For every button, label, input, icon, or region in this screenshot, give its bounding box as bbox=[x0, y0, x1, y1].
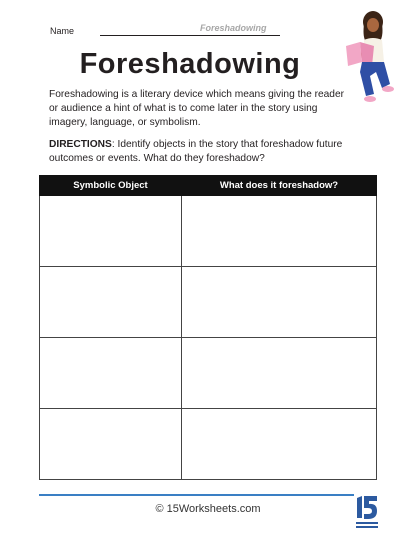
table-row bbox=[40, 196, 377, 267]
column-header-foreshadow: What does it foreshadow? bbox=[182, 176, 377, 196]
answer-cell-object[interactable] bbox=[40, 409, 182, 480]
directions-text: : Identify objects in the story that foreshadow future outcomes or events. What do they foreshadow? bbox=[49, 139, 343, 164]
worksheet-table bbox=[39, 175, 377, 480]
table-row bbox=[40, 267, 377, 338]
table-header-row bbox=[40, 176, 377, 196]
table-row bbox=[40, 409, 377, 480]
topic-label: Foreshadowing bbox=[200, 23, 267, 33]
name-label: Name bbox=[50, 26, 75, 36]
name-row bbox=[50, 23, 280, 36]
answer-cell-foreshadow[interactable] bbox=[182, 267, 377, 338]
table-row bbox=[40, 338, 377, 409]
name-field[interactable] bbox=[100, 23, 280, 36]
intro-paragraph: Foreshadowing is a literary device which means giving the reader or audience a hint of what is to come later in the story using imagery, language, or symbolism. bbox=[49, 89, 345, 128]
column-header-symbolic-object: Symbolic Object bbox=[40, 176, 182, 196]
answer-cell-object[interactable] bbox=[40, 338, 182, 409]
answer-cell-foreshadow[interactable] bbox=[182, 409, 377, 480]
directions-label: DIRECTIONS bbox=[49, 139, 112, 150]
15worksheets-logo bbox=[354, 494, 380, 534]
footer-rule bbox=[39, 494, 377, 496]
answer-cell-object[interactable] bbox=[40, 267, 182, 338]
page-title: Foreshadowing bbox=[79, 48, 301, 80]
answer-cell-foreshadow[interactable] bbox=[182, 338, 377, 409]
footer-copyright: © 15Worksheets.com bbox=[155, 503, 261, 515]
answer-cell-object[interactable] bbox=[40, 196, 182, 267]
answer-cell-foreshadow[interactable] bbox=[182, 196, 377, 267]
directions-paragraph bbox=[49, 138, 349, 166]
